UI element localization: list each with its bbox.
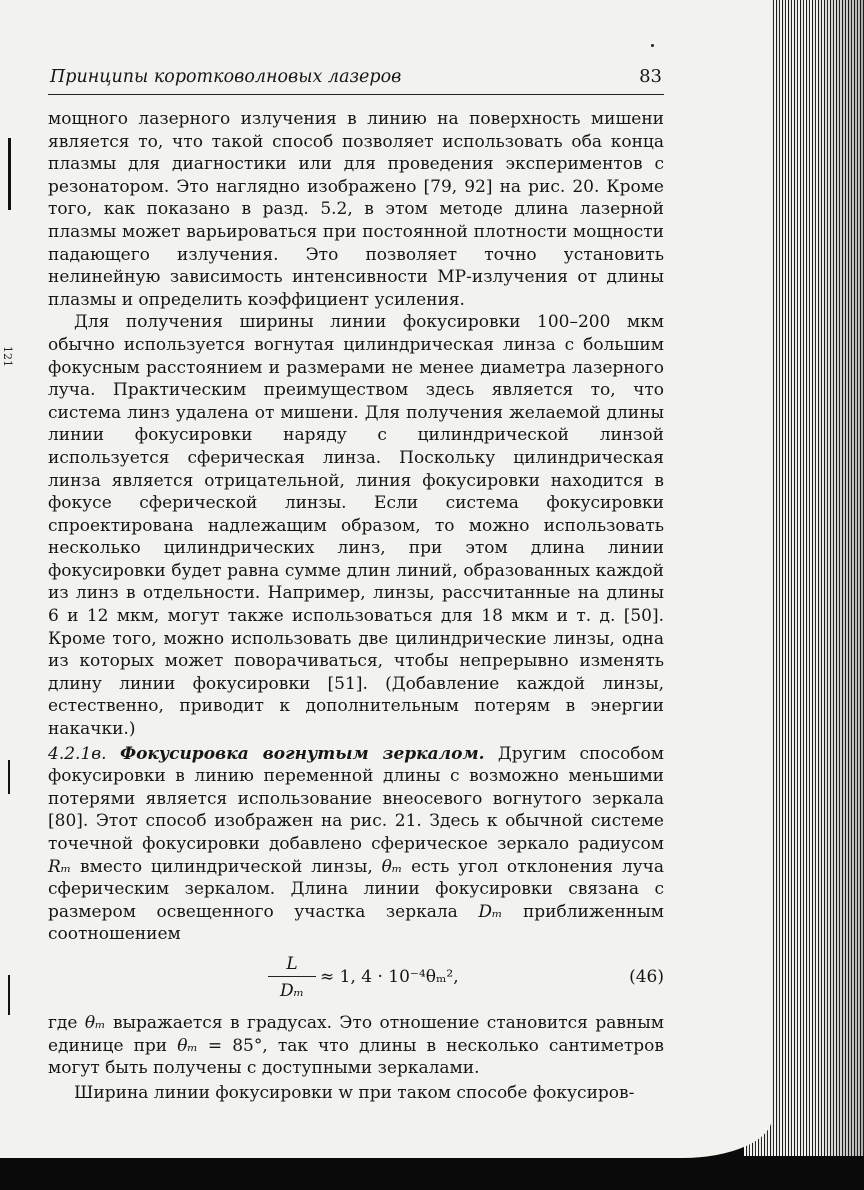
- section-title: Фокусировка вогнутым зеркалом.: [119, 743, 485, 764]
- paragraph-3-text-c: есть угол отклонения луча сферическим зеркалом. Длина линии фокусировки связана с размером освещенного участка зеркала: [48, 856, 664, 922]
- bottom-shadow: [0, 1156, 864, 1190]
- paragraph-4-text-a: где: [48, 1012, 85, 1033]
- margin-note: 121: [1, 346, 14, 367]
- speck-mark: [651, 44, 654, 47]
- paragraph-2: Для получения ширины линии фокусировки 100–200 мкм обычно используется вогнутая цилиндрическая линза с большим фокусным расстоянием и размерами не менее диаметра лазерного луча. Практическим преимуществом здесь является то, что система линз удалена от мишени. Для получения желаемой длины линии фокусировки наряду с цилиндрической линзой используется сферическая линза. Поскольку цилиндрическая линза является отрицательной, линия фокусировки находится в фокусе сферической линзы. Если система фокусировки спроектирована надлежащим образом, то можно использовать несколько цилиндрических линз, при этом длина линии фокусировки будет равна сумме длин линий, образованных каждой из линз в отдельности. Например, линзы, рассчитанные на длины 6 и 12 мкм, могут также использоваться для 18 мкм и т. д. [50]. Кроме того, можно использовать две цилиндрические линзы, одна из которых может поворачиваться, чтобы непрерывно изменять длину линии фокусировки [51]. (Добавление каждой линзы, естественно, приводит к дополнительным потерям в энергии накачки.): [48, 312, 664, 740]
- paragraph-1: мощного лазерного излучения в линию на поверхность мишени является то, что такой способ позволяет использовать оба конца плазмы для диагностики или для проведения экспериментов с резонатором. Это наглядно изображено [79, 92] на рис. 20. Кроме того, как показано в разд. 5.2, в этом методе длина лазерной плазмы может варьироваться при постоянной плотности мощности падающего излучения. Это позволяет точно установить нелинейную зависимость интенсивности МР-излучения от длины плазмы и определить коэффициент усиления.: [48, 109, 664, 310]
- margin-line-mark: [8, 138, 11, 210]
- margin-line-mark: [8, 760, 10, 794]
- edge-shadow: [814, 0, 864, 1190]
- paragraph-3-text-b: вместо цилиндрической линзы,: [71, 856, 382, 877]
- paragraph-5: Ширина линии фокусировки w при таком способе фокусиров-: [74, 1082, 635, 1103]
- equation-rhs: ≈ 1, 4 · 10⁻⁴θₘ²,: [320, 966, 459, 987]
- paragraph-3-text-d: приближенным соотношением: [48, 901, 664, 945]
- page-number: 83: [639, 66, 662, 87]
- margin-line-mark: [8, 975, 10, 1015]
- page-header: [48, 64, 664, 95]
- paragraph-4-text-c: = 85°, так что длины в несколько сантиметров могут быть получены с доступными зеркалами.: [48, 1035, 664, 1079]
- symbol-d-m: Dₘ: [478, 901, 503, 922]
- symbol-r-m: Rₘ: [48, 856, 72, 877]
- symbol-theta-m: θₘ: [84, 1012, 106, 1033]
- equation-46: [48, 948, 664, 1012]
- symbol-theta-m: θₘ: [381, 856, 403, 877]
- equation-fraction: [268, 952, 316, 1003]
- paragraph-3-text-a: Другим способом фокусировки в линию переменной длины с возможно меньшими потерями является использование внеосевого вогнутого зеркала [80]. Этот способ изображен на рис. 21. Здесь к обычной системе точечной фокусировки добавлено сферическое зеркало радиусом: [48, 743, 665, 854]
- paragraph-4: [48, 1012, 664, 1080]
- equation-numerator: L: [286, 953, 298, 974]
- paragraph-4-text-b: выражается в градусах. Это отношение становится равным единице при: [48, 1012, 664, 1056]
- symbol-theta-m: θₘ: [177, 1035, 198, 1056]
- equation-denominator: Dₘ: [279, 980, 305, 1001]
- body-text: [48, 108, 664, 1104]
- running-title: Принципы коротковолновых лазеров: [50, 67, 402, 87]
- equation-number: (46): [629, 966, 664, 987]
- section-number: 4.2.1в.: [48, 743, 107, 764]
- paragraph-3: [48, 743, 664, 946]
